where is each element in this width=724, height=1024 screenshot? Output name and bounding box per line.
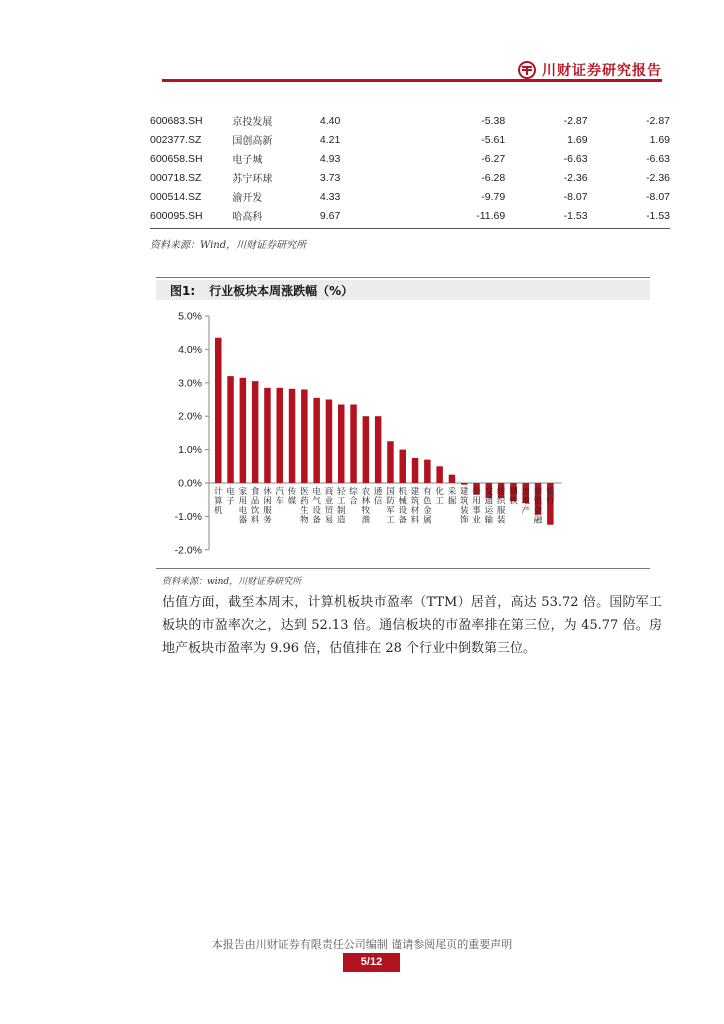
table-bottom-rule [150, 228, 670, 229]
stock-change-week: -6.27 [481, 152, 506, 165]
category-label: 综合 [349, 487, 358, 507]
bar [350, 405, 357, 483]
stock-name: 国创高新 [232, 136, 273, 147]
stock-change-week: -11.69 [476, 209, 506, 222]
bar [400, 450, 407, 483]
category-label: 食品饮料 [250, 487, 260, 526]
bar [252, 381, 259, 483]
y-tick-label: 2.0% [178, 410, 202, 423]
stock-change-a: -6.63 [563, 152, 588, 165]
table-row [150, 187, 670, 206]
stock-name: 电子城 [232, 155, 263, 166]
bar [338, 405, 345, 483]
bar [240, 378, 247, 483]
category-label: 汽车 [275, 487, 285, 507]
bar [461, 483, 468, 485]
bar [363, 416, 370, 483]
footer-disclaimer: 本报告由川财证券有限责任公司编制 谨请参阅尾页的重要声明 [211, 938, 513, 951]
figure-label: 图1: [170, 284, 196, 298]
stock-change-a: 1.69 [567, 133, 588, 146]
stock-price: 3.73 [319, 171, 341, 184]
y-tick-label: -2.0% [174, 544, 202, 557]
bar [387, 441, 394, 483]
category-label: 通信 [373, 487, 383, 507]
figure-title [170, 282, 353, 299]
category-label: 电子 [226, 487, 235, 507]
stock-name: 苏宁环球 [232, 174, 273, 185]
stock-change-week: -5.38 [481, 114, 506, 127]
stock-code: 002377.SZ [150, 133, 202, 146]
category-label: 房地产 [521, 487, 531, 516]
stock-table [150, 111, 670, 225]
category-label: 传媒 [287, 487, 297, 507]
category-label: 化工 [435, 487, 444, 507]
category-label: 机械设备 [398, 487, 408, 526]
y-tick-label: 1.0% [178, 444, 202, 457]
bar [277, 388, 284, 483]
category-label: 有色金属 [423, 487, 432, 526]
stock-change-a: -8.07 [563, 190, 588, 203]
stock-change-a: -2.36 [563, 171, 588, 184]
category-label: 交通运输 [484, 487, 494, 526]
y-tick-label: 0.0% [178, 477, 202, 490]
table-row [150, 149, 670, 168]
category-label: 计算机 [213, 487, 223, 516]
industry-change-bar-chart [156, 302, 650, 566]
stock-code: 000718.SZ [150, 171, 202, 184]
stock-change-b: -6.63 [646, 152, 670, 165]
stock-change-b: 1.69 [649, 133, 670, 146]
category-label: 轻工制造 [336, 487, 346, 526]
stock-code: 600658.SH [150, 152, 203, 165]
stock-change-week: -9.79 [481, 190, 506, 203]
stock-change-b: -1.53 [646, 209, 670, 222]
table-row [150, 130, 670, 149]
page-number: 5/12 [343, 953, 400, 972]
category-label: 家用电器 [238, 487, 248, 526]
category-label: 商业贸易 [324, 487, 334, 526]
category-label: 休闲服务 [263, 487, 272, 526]
category-label: 采掘 [447, 487, 457, 507]
category-label: 公用事业 [472, 487, 481, 526]
bar [301, 389, 308, 483]
bar [289, 389, 296, 483]
bar [412, 458, 419, 483]
category-label: 银行 [546, 487, 555, 507]
figure-top-rule [156, 277, 650, 278]
bar [227, 376, 234, 483]
stock-price: 4.40 [319, 114, 341, 127]
stock-name: 京投发展 [232, 117, 273, 128]
header-divider [162, 79, 662, 82]
stock-price: 4.33 [319, 190, 341, 203]
category-label: 非银金融 [533, 487, 543, 526]
stock-change-b: -2.87 [646, 114, 670, 127]
category-label: 电气设备 [312, 487, 321, 526]
y-tick-label: 3.0% [178, 377, 202, 390]
y-tick-label: 5.0% [178, 310, 202, 323]
bar [436, 466, 443, 483]
bar [424, 460, 431, 483]
stock-change-a: -1.53 [563, 209, 588, 222]
table-source-note: 资料来源：Wind，川财证券研究所 [150, 240, 307, 251]
table-row [150, 111, 670, 130]
bar [215, 338, 222, 483]
category-label: 建筑装饰 [459, 487, 469, 526]
stock-change-week: -5.61 [481, 133, 506, 146]
bar [449, 475, 456, 483]
figure-source-note: 资料来源：wind，川财证券研究所 [162, 577, 302, 587]
y-tick-label: -1.0% [174, 510, 202, 523]
stock-code: 000514.SZ [150, 190, 202, 203]
chuancai-logo-icon [518, 61, 536, 79]
stock-code: 600683.SH [150, 114, 203, 127]
stock-price: 4.93 [319, 152, 341, 165]
brand-name: 川财证券研究报告 [542, 63, 662, 79]
stock-change-week: -6.28 [481, 171, 506, 184]
valuation-paragraph: 估值方面，截至本周末，计算机板块市盈率（TTM）居首，高达 53.72 倍。国防军工板块的市盈率次之，达到 52.13 倍。通信板块的市盈率排在第三位，为 45.77 倍。房地产板块市盈率为 9.96 倍，估值排在 28 个行业中倒数第三位。 [162, 595, 662, 656]
stock-change-a: -2.87 [563, 114, 588, 127]
stock-change-b: -8.07 [646, 190, 670, 203]
figure-bottom-rule [156, 568, 650, 569]
table-row [150, 168, 670, 187]
header-brand [518, 60, 662, 80]
category-label: 医药生物 [300, 487, 309, 526]
category-label: 农林牧渔 [361, 487, 371, 526]
y-tick-label: 4.0% [178, 343, 202, 356]
bar [313, 398, 320, 483]
stock-name: 渝开发 [232, 193, 263, 204]
category-label: 国防军工 [386, 487, 395, 526]
bar [326, 400, 333, 484]
stock-price: 9.67 [319, 209, 341, 222]
bar [264, 388, 271, 483]
stock-code: 600095.SH [150, 209, 203, 222]
category-label: 钢铁 [509, 487, 518, 507]
category-label: 建筑材料 [410, 487, 420, 526]
category-label: 纺织服装 [496, 487, 506, 526]
stock-name: 哈高科 [232, 212, 263, 223]
bar [375, 416, 382, 483]
stock-price: 4.21 [319, 133, 341, 146]
figure-title-text: 行业板块本周涨跌幅（%） [209, 284, 354, 298]
stock-change-b: -2.36 [646, 171, 670, 184]
table-row [150, 206, 670, 225]
